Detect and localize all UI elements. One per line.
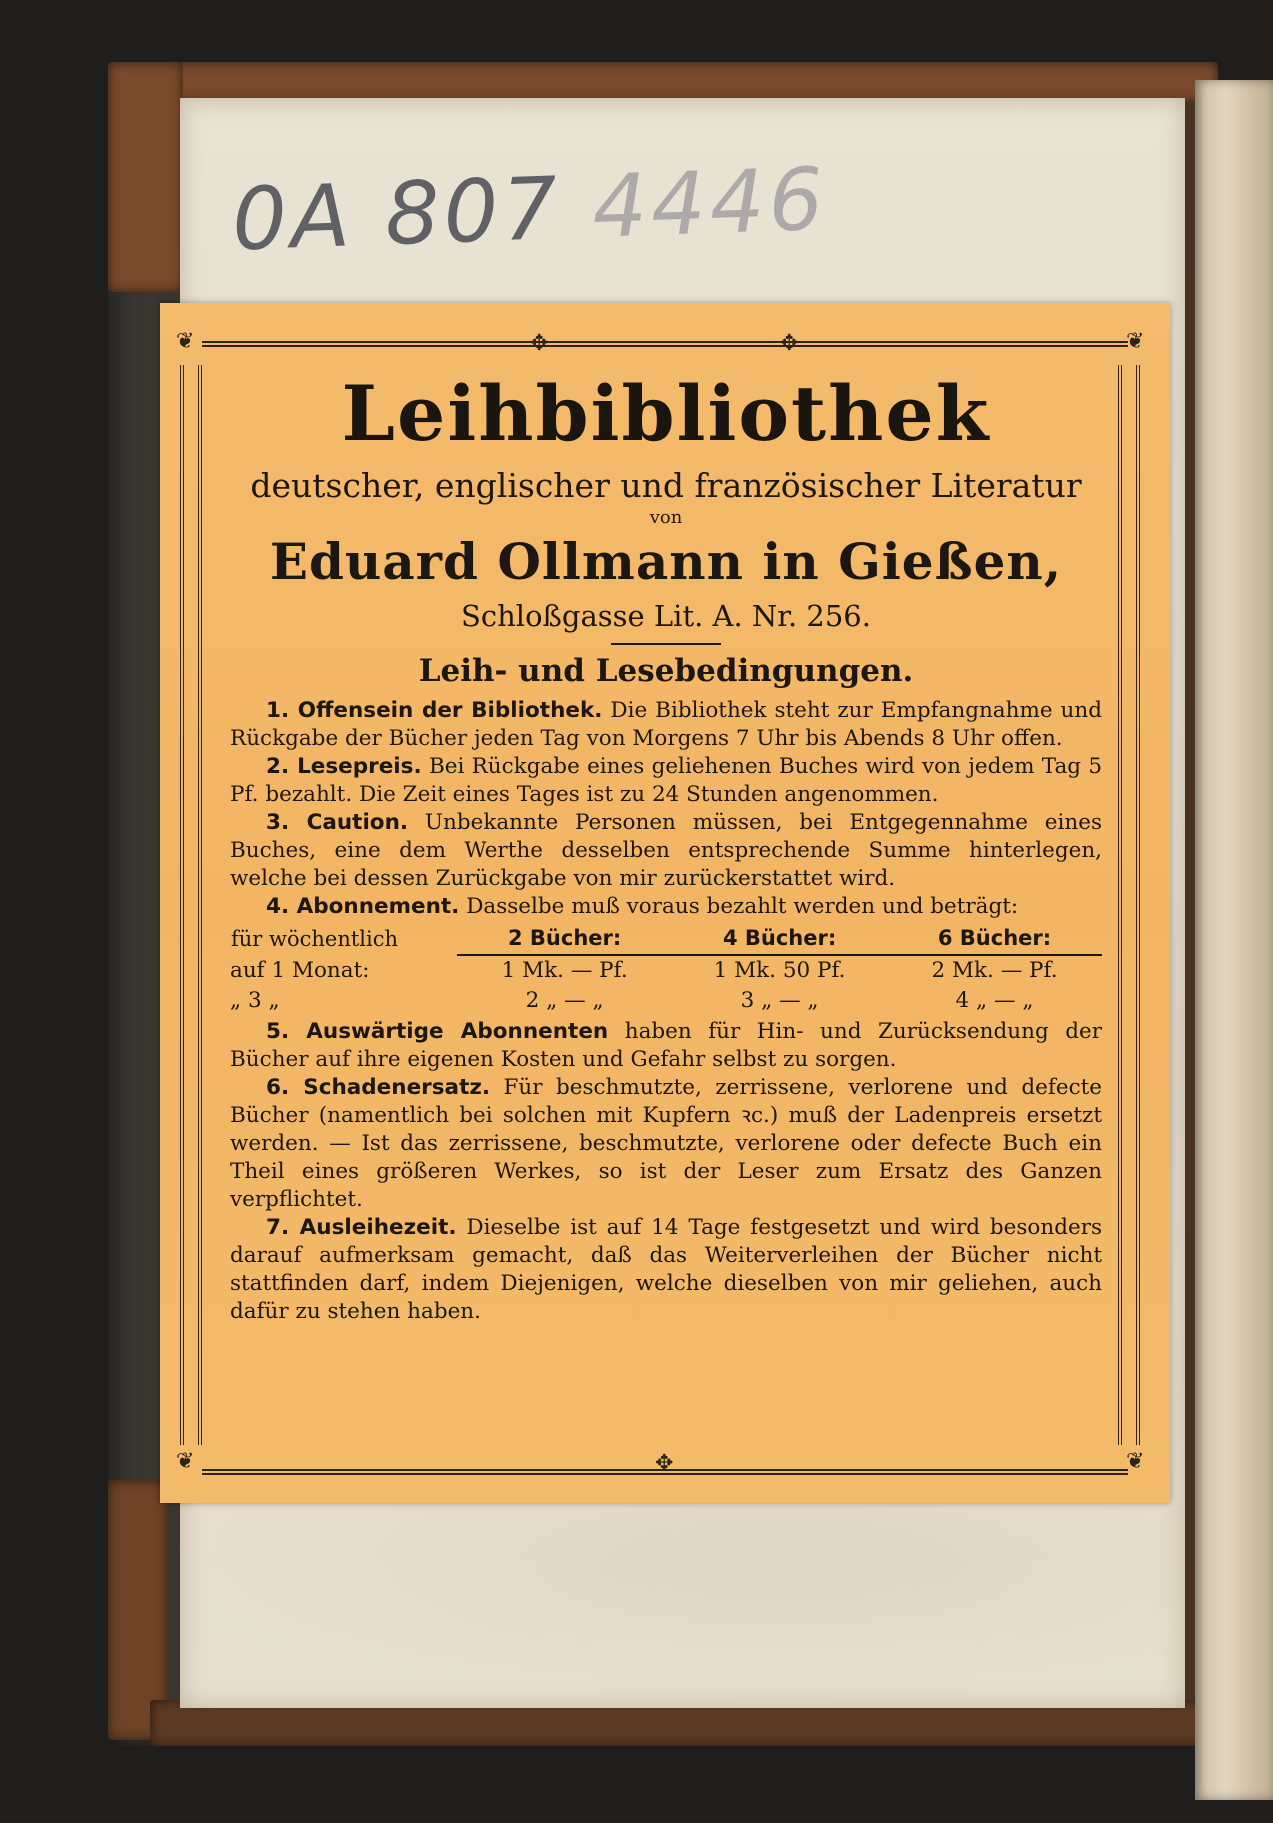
term-item (230, 697, 1102, 753)
term-heading: 1. Offensein der Bibliothek. (266, 698, 603, 723)
fee-header-label: für wöchentlich (231, 926, 399, 951)
frame-left-border (180, 365, 202, 1445)
frame-right-border (1118, 365, 1140, 1445)
label-address: Schloßgasse Lit. A. Nr. 256. (461, 599, 871, 633)
term-heading: 6. Schadenersatz. (266, 1075, 491, 1100)
label-title: Leihbibliothek (341, 369, 991, 458)
leather-corner-top (108, 62, 1218, 102)
handwritten-shelfmark (230, 150, 828, 271)
term-text: Bei Rückgabe eines geliehenen Buches wird von jedem Tag 5 Pf. bezahlt. Die Zeit eines Tages ist zu 24 Stunden angenommen. (230, 754, 1102, 807)
fee-row (230, 955, 1102, 986)
leather-corner-left (108, 62, 183, 292)
term-heading: 4. Abonnement. (266, 894, 460, 919)
term-text: Die Bibliothek steht zur Empfangnahme und Rückgabe der Bücher jeden Tag von Morgens 7 Uhr bis Abends 8 Uhr offen. (230, 698, 1102, 751)
corner-ornament-icon: ❦ (176, 329, 195, 354)
fee-cell: 2 „ — „ (525, 988, 604, 1013)
scroll-ornament-icon: ✥ (780, 331, 799, 356)
fee-table (230, 923, 1102, 1016)
divider-rule (611, 643, 721, 645)
text-block-edge (1195, 80, 1273, 1800)
conditions-title: Leih- und Lesebedingungen. (418, 653, 914, 689)
term-heading: 7. Ausleihezeit. (266, 1215, 457, 1240)
scroll-ornament-icon: ✥ (655, 1451, 674, 1476)
label-content (230, 363, 1102, 1326)
term-text: haben für Hin- und Zurücksendung der Bücher auf ihre eigenen Kosten und Gefahr selbst zu sorgen. (230, 1019, 1103, 1072)
term-item (230, 753, 1102, 809)
fee-row (230, 986, 1102, 1016)
term-text: Unbekannte Personen müssen, bei Entgegennahme eines Buches, eine dem Werthe desselben entsprechende Summe hinterlegen, welche bei dessen Zurückgabe von mir zurückerstattet wird. (230, 810, 1102, 891)
term-heading: 3. Caution. (266, 810, 409, 835)
term-item (230, 1018, 1102, 1074)
scroll-ornament-icon: ✥ (530, 331, 549, 356)
fee-cell: 3 „ — „ (740, 988, 819, 1013)
shelfmark-faint: 4446 (590, 149, 829, 258)
fee-column-header: 6 Bücher: (887, 923, 1102, 955)
term-text: Dasselbe muß voraus bezahlt werden und beträgt: (466, 894, 1019, 919)
fee-cell: 2 Mk. — Pf. (931, 958, 1058, 983)
term-heading: 5. Auswärtige Abonnenten (266, 1019, 609, 1044)
term-heading: 2. Lesepreis. (266, 754, 422, 779)
fee-row-label: auf 1 Monat: (230, 957, 370, 983)
fee-column-header: 4 Bücher: (672, 923, 887, 955)
corner-ornament-icon: ❦ (1126, 1449, 1145, 1474)
term-item (230, 893, 1102, 921)
library-label (160, 303, 1170, 1503)
term-item (230, 1214, 1102, 1326)
corner-ornament-icon: ❦ (1126, 329, 1145, 354)
label-subtitle: deutscher, englischer und französischer Literatur (250, 466, 1082, 505)
fee-table-header (230, 923, 1102, 955)
term-item (230, 1074, 1102, 1214)
term-text: Dieselbe ist auf 14 Tage festgesetzt und wird besonders darauf aufmerksam gemacht, daß das Weiterverleihen der Bücher nicht stattfinden darf, indem Diejenigen, welche dieselben von mir geliehen, auch dafür zu stehen haben. (230, 1215, 1102, 1324)
paper-stain (180, 1505, 1185, 1705)
fee-cell: 1 Mk. — Pf. (501, 958, 628, 983)
term-item (230, 809, 1102, 893)
fee-row-label: „ 3 „ (230, 988, 280, 1013)
fee-cell: 4 „ — „ (955, 988, 1034, 1013)
label-owner: Eduard Ollmann in Gießen, (269, 532, 1063, 591)
fee-column-header: 2 Bücher: (457, 923, 672, 955)
term-text: Für beschmutzte, zerrissene, verlorene und defecte Bücher (namentlich bei solchen mit Kupfern ꝛc.) muß der Ladenpreis ersetzt werden. — Ist das zerrissene, beschmutzte, verlorene oder defecte Buch ein Theil eines größeren Werkes, so ist der Leser zum Ersatz des Ganzen verpflichtet. (230, 1075, 1102, 1212)
shelfmark-main: 0A 807 (230, 158, 563, 271)
fee-cell: 1 Mk. 50 Pf. (713, 958, 846, 983)
corner-ornament-icon: ❦ (176, 1449, 195, 1474)
conditions-list (230, 697, 1102, 1326)
label-von: von (649, 507, 683, 528)
